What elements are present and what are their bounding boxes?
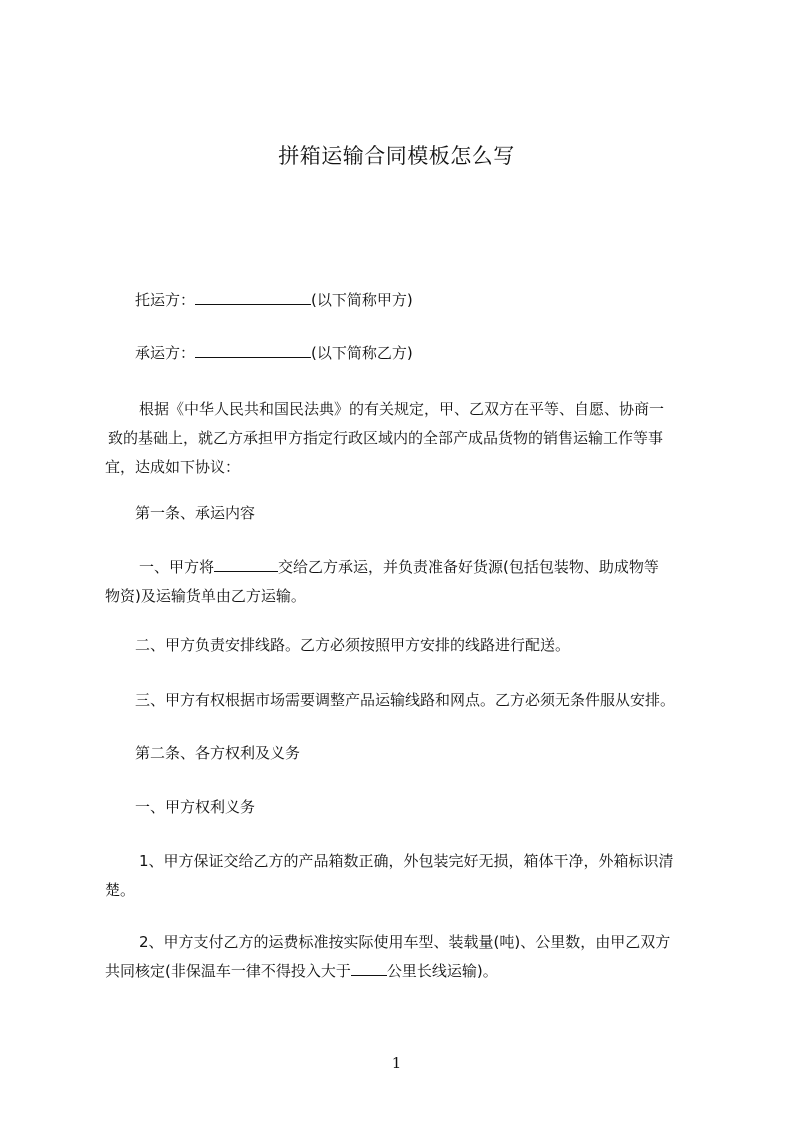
intro-line-1: 根据《中华人民共和国民法典》的有关规定，甲、乙双方在平等、自愿、协商一 <box>139 400 665 418</box>
shipper-label: 托运方： <box>135 291 196 309</box>
document-title: 拼箱运输合同模板怎么写 <box>278 144 515 168</box>
article1-item3: 三、甲方有权根据市场需要调整产品运输线路和网点。乙方必须无条件服从安排。 <box>135 691 676 709</box>
carrier-blank <box>195 343 311 358</box>
intro-line-3: 宜，达成如下协议： <box>105 458 241 476</box>
page-number: 1 <box>391 1054 402 1072</box>
article2-sub1-item1-line1: 1、甲方保证交给乙方的产品箱数正确，外包装完好无损，箱体干净，外箱标识清 <box>139 852 674 870</box>
article2-sub1-item2-prefix: 共同核定(非保温车一律不得投入大于 <box>105 962 351 980</box>
intro-line-2: 致的基础上，就乙方承担甲方指定行政区域内的全部产成品货物的销售运输工作等事 <box>108 429 664 447</box>
shipper-line <box>105 286 710 315</box>
article2-sub1-item1-line2: 楚。 <box>105 881 136 899</box>
article1-item1 <box>105 553 710 611</box>
article2-heading: 第二条、各方权利及义务 <box>135 744 301 762</box>
article1-item1-prefix: 一、甲方将 <box>139 558 215 576</box>
article1-item1-line1 <box>105 553 710 582</box>
article2-sub1-item2-line1: 2、甲方支付乙方的运费标准按实际使用车型、装载量(吨)、公里数，由甲乙双方 <box>139 933 671 951</box>
article1-item1-line2: 物资)及运输货单由乙方运输。 <box>105 587 306 605</box>
shipper-blank <box>195 290 311 305</box>
carrier-line <box>105 339 710 368</box>
carrier-suffix: (以下简称乙方) <box>311 344 413 362</box>
intro-paragraph <box>105 395 710 482</box>
article1-item1-rest: 交给乙方承运，并负责准备好货源(包括包装物、助成物等 <box>278 558 659 576</box>
carrier-label: 承运方： <box>135 344 196 362</box>
article2-sub1-item2-suffix: 公里长线运输)。 <box>386 962 498 980</box>
goods-blank <box>214 557 278 572</box>
article2-sub1-item1 <box>105 847 710 905</box>
article2-sub1-item2 <box>105 928 710 986</box>
article2-sub1-heading: 一、甲方权利义务 <box>135 798 256 816</box>
article1-item2: 二、甲方负责安排线路。乙方必须按照甲方安排的线路进行配送。 <box>135 636 571 654</box>
article2-sub1-item2-line2 <box>105 957 710 986</box>
distance-blank <box>351 961 387 976</box>
article1-heading: 第一条、承运内容 <box>135 504 256 522</box>
shipper-suffix: (以下简称甲方) <box>311 291 413 309</box>
